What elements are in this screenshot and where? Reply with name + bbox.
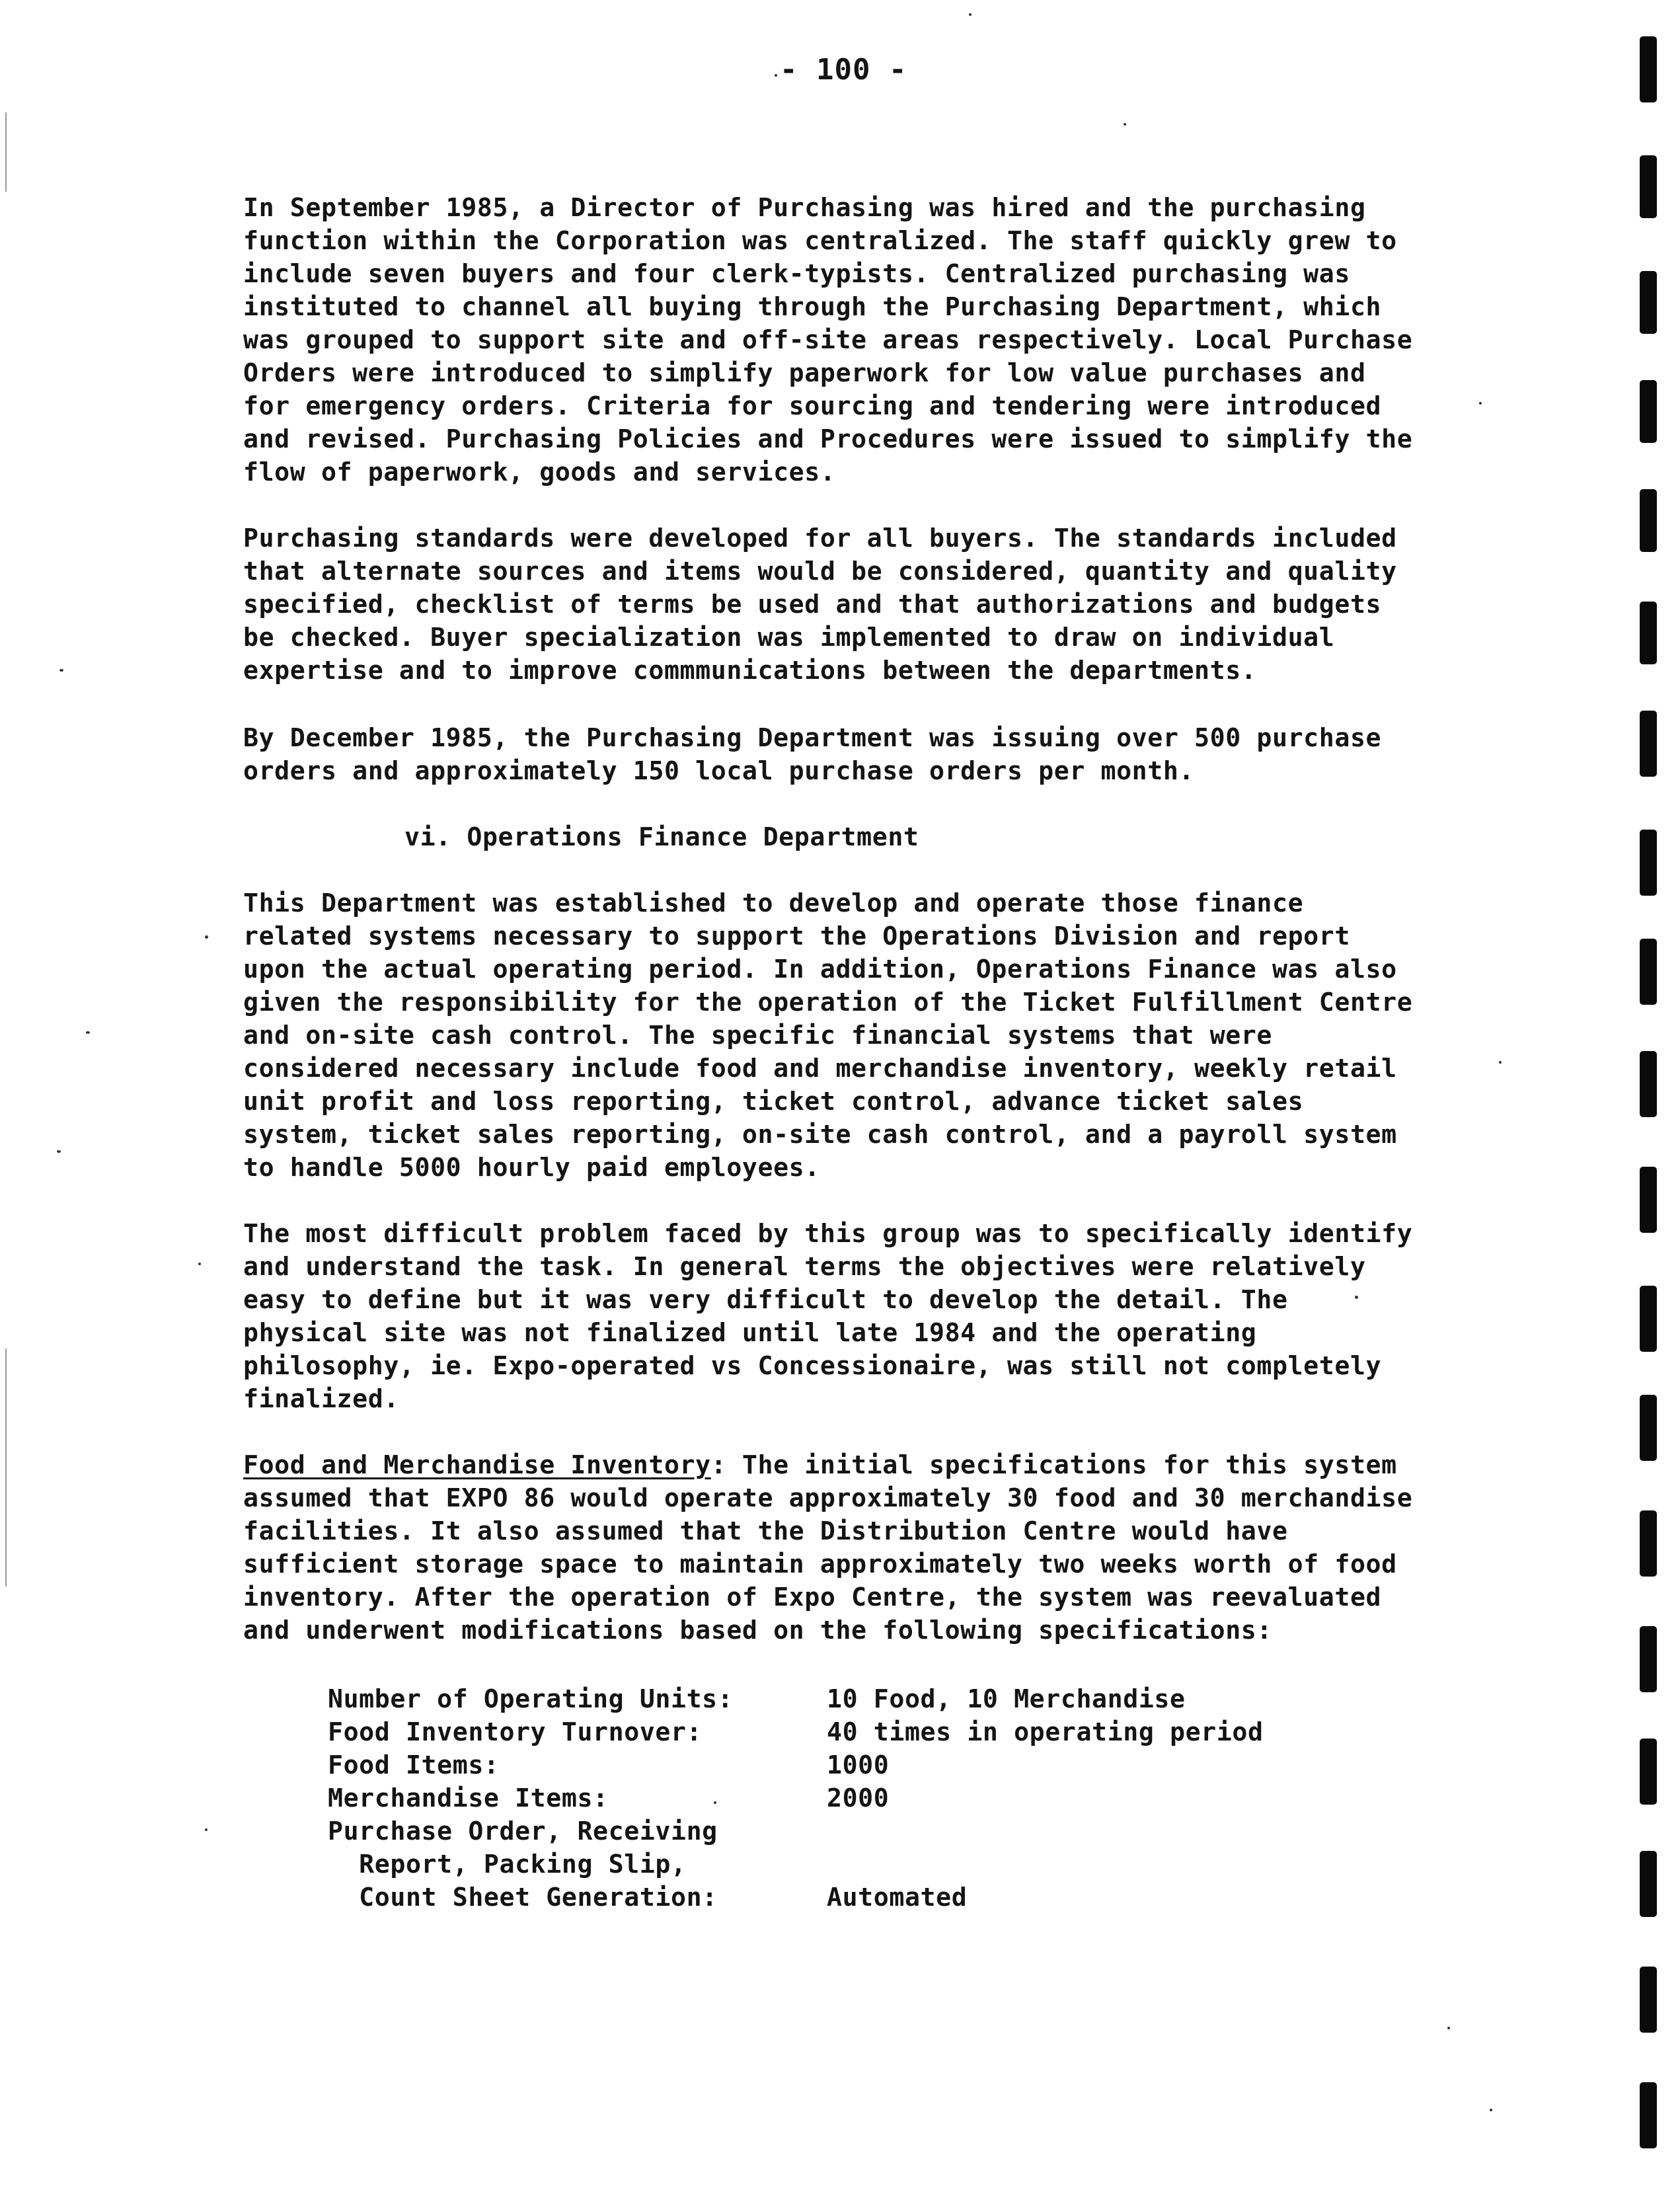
scan-edge-line xyxy=(5,112,7,192)
scan-speck xyxy=(205,935,208,939)
spec-label: Food Inventory Turnover: xyxy=(328,1718,703,1747)
binding-hole-mark xyxy=(1640,1286,1657,1352)
text-line: and revised. Purchasing Policies and Procedures were issued to simplify the xyxy=(243,425,1413,454)
inventory-first-line-rest: : The initial specifications for this system xyxy=(710,1451,1397,1480)
text-line: was grouped to support site and off-site areas respectively. Local Purchase xyxy=(243,326,1413,355)
text-line: and understand the task. In general terms the objectives were relatively xyxy=(243,1253,1366,1282)
text-line: be checked. Buyer specialization was implemented to draw on individual xyxy=(243,623,1335,652)
binding-hole-mark xyxy=(1640,1167,1657,1233)
text-line xyxy=(243,1449,1499,1482)
spec-label: Food Items: xyxy=(328,1751,500,1780)
text-line: function within the Corporation was centralized. The staff quickly grew to xyxy=(243,227,1397,256)
scan-speck xyxy=(1479,402,1482,405)
text-line: considered necessary include food and merchandise inventory, weekly retail xyxy=(243,1054,1397,1083)
text-line: easy to define but it was very difficult to develop the detail. The xyxy=(243,1286,1288,1315)
spec-value: 10 Food, 10 Merchandise xyxy=(827,1685,1186,1714)
text-line: unit profit and loss reporting, ticket control, advance ticket sales xyxy=(243,1087,1304,1116)
paragraph-difficult-problem xyxy=(243,1218,1499,1416)
scan-speck xyxy=(198,1263,201,1265)
binding-hole-mark xyxy=(1640,1510,1657,1577)
binding-hole-mark xyxy=(1640,602,1657,664)
binding-hole-mark xyxy=(1640,271,1657,334)
binding-hole-mark xyxy=(1640,939,1657,1005)
spec-row xyxy=(328,1716,1264,1749)
text-line: facilities. It also assumed that the Distribution Centre would have xyxy=(243,1517,1288,1546)
inventory-title: Food and Merchandise Inventory xyxy=(243,1451,711,1480)
paragraph-purchasing-standards xyxy=(243,522,1499,687)
binding-hole-mark xyxy=(1640,830,1657,896)
text-line: for emergency orders. Criteria for sourcing and tendering were introduced xyxy=(243,392,1382,421)
spec-value: 2000 xyxy=(827,1784,890,1813)
text-line: specified, checklist of terms be used and that authorizations and budgets xyxy=(243,590,1382,619)
page-number: - 100 - xyxy=(780,53,907,87)
paragraph-purchasing-director xyxy=(243,192,1499,489)
binding-hole-mark xyxy=(1640,155,1657,218)
binding-hole-mark xyxy=(1640,1626,1657,1692)
scan-speck xyxy=(1499,1061,1502,1064)
binding-hole-mark xyxy=(1640,2082,1657,2148)
text-line: given the responsibility for the operation of the Ticket Fulfillment Centre xyxy=(243,988,1413,1017)
text-line: flow of paperwork, goods and services. xyxy=(243,458,836,487)
spec-row xyxy=(328,1881,1264,1914)
scan-speck xyxy=(59,669,63,672)
spec-value: Automated xyxy=(827,1883,968,1912)
text-line: This Department was established to develop and operate those finance xyxy=(243,889,1304,918)
scan-speck xyxy=(1124,123,1126,126)
text-line: finalized. xyxy=(243,1385,399,1414)
binding-hole-mark xyxy=(1640,489,1657,552)
binding-hole-mark xyxy=(1640,36,1657,102)
text-line: and underwent modifications based on the following specifications: xyxy=(243,1616,1272,1645)
text-line: Orders were introduced to simplify paperwork for low value purchases and xyxy=(243,359,1366,388)
scan-speck xyxy=(969,13,972,16)
spec-row xyxy=(328,1848,1264,1881)
text-line: Purchasing standards were developed for all buyers. The standards included xyxy=(243,524,1397,553)
spec-row xyxy=(328,1749,1264,1782)
scan-speck xyxy=(57,1150,61,1153)
scan-edge-line xyxy=(5,1349,7,1586)
text-line: and on-site cash control. The specific financial systems that were xyxy=(243,1021,1272,1050)
binding-hole-mark xyxy=(1640,1395,1657,1461)
binding-hole-mark xyxy=(1640,711,1657,777)
spec-row xyxy=(328,1683,1264,1716)
spec-value: 1000 xyxy=(827,1751,890,1780)
paragraph-food-merchandise-inventory xyxy=(243,1449,1499,1647)
spec-value: 40 times in operating period xyxy=(827,1718,1264,1747)
text-line: system, ticket sales reporting, on-site cash control, and a payroll system xyxy=(243,1120,1397,1150)
section-heading: vi. Operations Finance Department xyxy=(404,823,919,852)
text-line: physical site was not finalized until late 1984 and the operating xyxy=(243,1319,1257,1348)
binding-hole-mark xyxy=(1640,1739,1657,1805)
spec-row xyxy=(328,1815,1264,1848)
scan-speck xyxy=(205,1828,208,1831)
text-line: related systems necessary to support the Operations Division and report xyxy=(243,922,1350,951)
spec-label: Merchandise Items: xyxy=(328,1784,609,1813)
paragraph-purchasing-volume xyxy=(243,722,1499,788)
scan-speck xyxy=(1447,2027,1450,2029)
scan-speck xyxy=(714,1801,716,1804)
binding-hole-mark xyxy=(1640,380,1657,443)
scan-speck xyxy=(1355,1296,1358,1299)
binding-hole-mark xyxy=(1640,1967,1657,2033)
binding-hole-mark xyxy=(1640,1851,1657,1917)
spec-label: Count Sheet Generation: xyxy=(328,1883,718,1912)
spec-row xyxy=(328,1782,1264,1815)
text-line: upon the actual operating period. In addition, Operations Finance was also xyxy=(243,955,1397,984)
spec-label: Number of Operating Units: xyxy=(328,1685,734,1714)
text-line: assumed that EXPO 86 would operate approximately 30 food and 30 merchandise xyxy=(243,1484,1413,1513)
specifications-list xyxy=(328,1683,1264,1914)
paragraph-operations-finance xyxy=(243,887,1499,1185)
scan-speck xyxy=(775,74,777,77)
text-line: include seven buyers and four clerk-typists. Centralized purchasing was xyxy=(243,260,1350,289)
text-line: philosophy, ie. Expo-operated vs Concessionaire, was still not completely xyxy=(243,1352,1382,1381)
text-line: The most difficult problem faced by this group was to specifically identify xyxy=(243,1220,1413,1249)
text-line: expertise and to improve commmunications between the departments. xyxy=(243,656,1257,685)
text-line: By December 1985, the Purchasing Department was issuing over 500 purchase xyxy=(243,724,1382,753)
text-line: that alternate sources and items would be considered, quantity and quality xyxy=(243,557,1397,586)
spec-label: Purchase Order, Receiving xyxy=(328,1817,718,1846)
scan-speck xyxy=(1490,2109,1492,2111)
text-line: inventory. After the operation of Expo Centre, the system was reevaluated xyxy=(243,1583,1382,1612)
text-line: to handle 5000 hourly paid employees. xyxy=(243,1154,820,1183)
binding-hole-mark xyxy=(1640,1051,1657,1117)
text-line: instituted to channel all buying through the Purchasing Department, which xyxy=(243,293,1382,322)
text-line: sufficient storage space to maintain approximately two weeks worth of food xyxy=(243,1550,1397,1579)
spec-label: Report, Packing Slip, xyxy=(328,1850,687,1879)
text-line: In September 1985, a Director of Purchasing was hired and the purchasing xyxy=(243,194,1366,223)
scan-speck xyxy=(86,1031,90,1034)
text-line: orders and approximately 150 local purchase orders per month. xyxy=(243,757,1195,786)
